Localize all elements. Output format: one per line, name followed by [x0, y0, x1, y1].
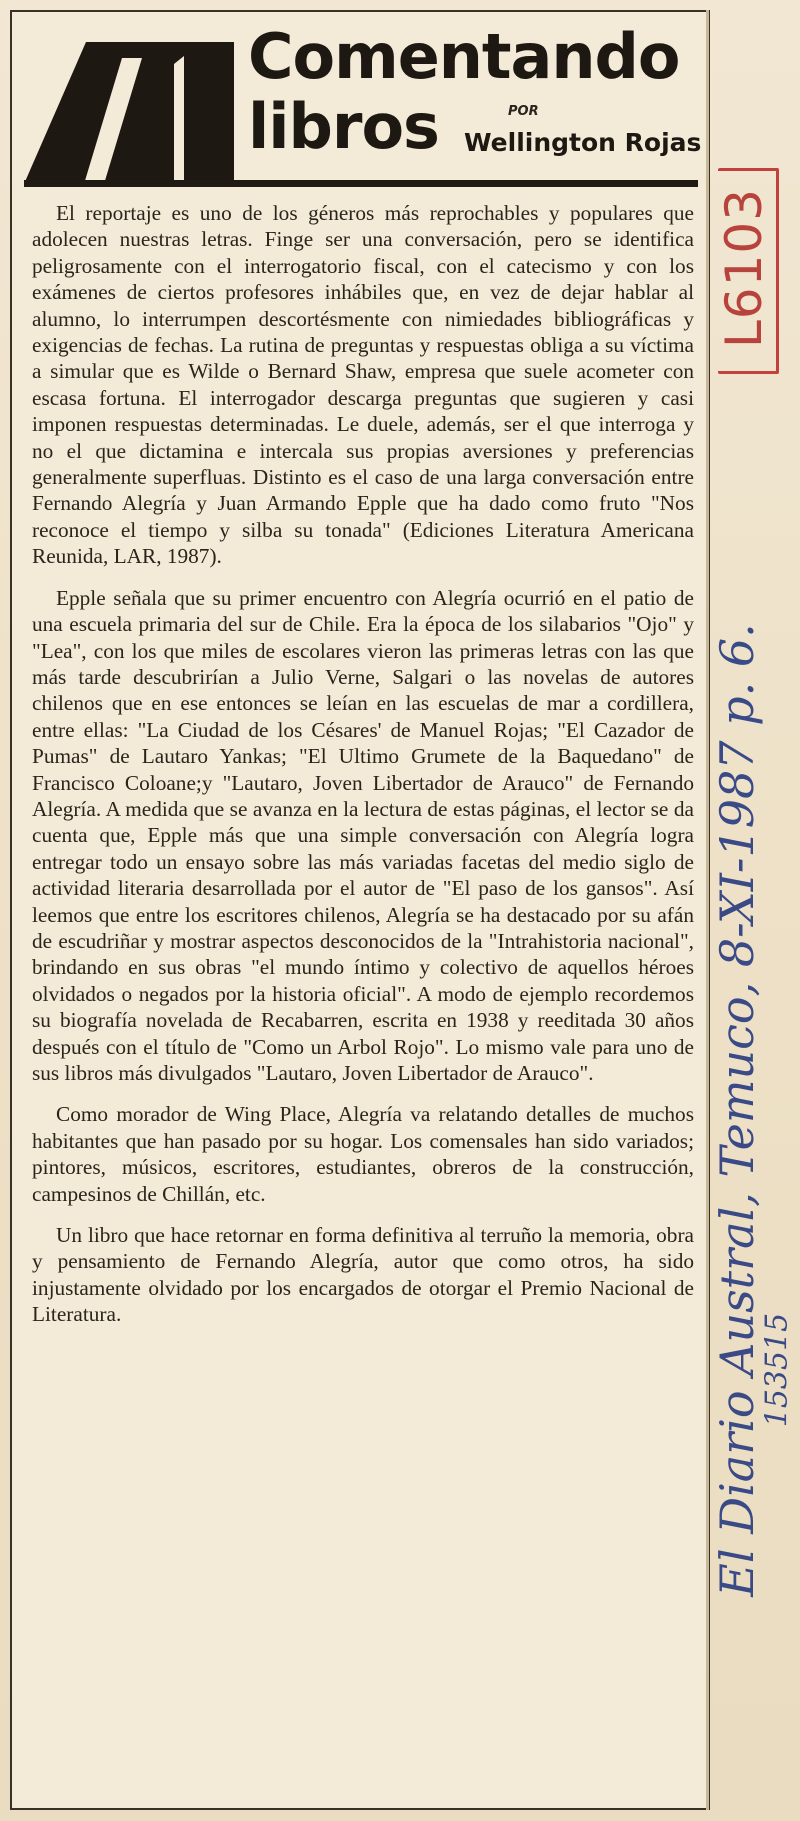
article-paragraph: Como morador de Wing Place, Alegría va relatando detalles de muchos habitantes que han pasado por su hogar. Los comensales han sido variados; pintores, músicos, escritores, estudiantes, obreros de la construcción, campesinos de Chillán, etc. — [32, 1102, 694, 1206]
handwritten-catalog-number: 153515 — [759, 1312, 795, 1428]
column-title-line-1: Comentando — [248, 20, 680, 93]
article-paragraph: Epple señala que su primer encuentro con Alegría ocurrió en el patio de una escuela primaria del sur de Chile. Era la época de los silabarios "Ojo" y "Lea", con los que miles de escolares vieron las primeras letras con las que más tarde descubrirían a Julio Verne, Salgari o las novelas de autores chilenos que en ese entonces se leían en las escuelas de mar a cordillera, entre ellas: "La Ciudad de los Césares' de Manuel Rojas; "El Cazador de Pumas" de Lautaro Yankas; "El Ultimo Grumete de la Baquedano" de Francisco Coloane;y "Lautaro, Joven Libertador de Arauco" de Fernando Alegría. A medida que se avanza en la lectura de estas páginas, el lector se da cuenta que, Epple más que una simple conversación con Alegría logra entregar todo un ensayo sobre las más variadas facetas del medio siglo de actividad literaria desarrollada por el autor de "El paso de los gansos". Así leemos que entre los escritores chilenos, Alegría se ha destacado por su afán de escudriñar y mostrar aspectos desconocidos de la "Intrahistoria nacional", brindando en sus obras "el mundo íntimo y colectivo de aquellos héroes olvidados o negados por la historia oficial". A modo de ejemplo recordemos su biografía novelada de Recabarren, escrita en 1938 y reeditada 30 años después con el título de "Como un Arbol Rojo". Lo mismo vale para uno de sus libros más divulgados "Lautaro, Joven Libertador de Arauco". — [32, 585, 694, 1085]
archive-reference: L6103 — [715, 187, 773, 349]
column-title-line-2: libros — [248, 90, 439, 163]
byline-author: Wellington Rojas — [464, 128, 702, 157]
article-paragraph: Un libro que hace retornar en forma definitiva al terruño la memoria, obra y pensamiento de Fernando Alegría, autor que como otros, ha sido injustamente olvidado por los encargados de otorgar el Premio Nacional de Literatura. — [32, 1223, 694, 1327]
byline-prefix: POR — [508, 104, 539, 119]
header-divider — [24, 180, 698, 187]
book-logo-icon — [24, 34, 234, 184]
article-body — [32, 200, 694, 1343]
article-paragraph: El reportaje es uno de los géneros más reprochables y populares que adolecen nuestras letras. Finge ser una conversación, pero se identifica peligrosamente con el interrogatorio fiscal, con el catecismo y con los exámenes de ciertos profesores inhábiles que, en vez de dejar hablar al alumno, lo interrumpen descortésmente con nimiedades bibliográficas y exigencias de fechas. La rutina de preguntas y respuestas obliga a su víctima a simular que es Wilde o Bernard Shaw, empresa que suele acometer con escasa fortuna. El interrogador descarga preguntas que sugieren y casi imponen respuestas determinadas. Le duele, además, ser el que interroga y no el que dictamina e intercala sus propias aversiones y preferencias generalmente superfluas. Distinto es el caso de una larga conversación entre Fernando Alegría y Juan Armando Epple que ha dado como fruto "Nos reconoce el tiempo y silba su tonada" (Ediciones Literatura Americana Reunida, LAR, 1987). — [32, 201, 694, 569]
clipping-edge — [706, 10, 709, 1810]
handwritten-source-note: El Diario Austral, Temuco, 8-XI-1987 p. 6. — [710, 623, 764, 1597]
